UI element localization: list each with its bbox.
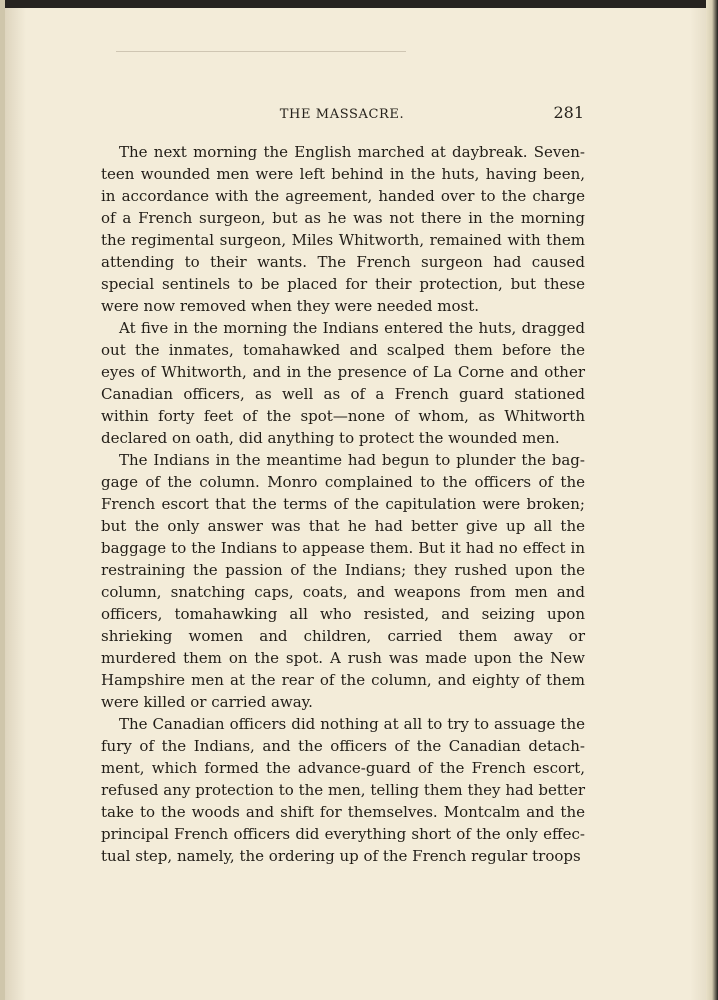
page-number: 281 (553, 103, 584, 122)
running-head-title: THE MASSACRE. (279, 107, 405, 122)
paragraph: At five in the morning the Indians entered the huts, dragged out the inmates, tomahawked and scalped them before the eyes of Whitworth, and in the presence of La Corne and other Canadian officers, as well as of a French guard stationed within forty feet of the spot—none of whom, as Whitworth declared on oath, did anything to protect the wounded men. (101, 319, 585, 447)
body-text (101, 141, 585, 867)
paragraph: The next morning the English marched at daybreak. Seventeen wounded men were left behind in the huts, having been, in accordance with the agreement, handed over to the charge of a French surgeon, but as he was not there in the morning the regimental surgeon, Miles Whitworth, remained with them attending to their wants. The French surgeon had caused special sentinels to be placed for their protection, but these were now removed when they were needed most. (101, 143, 585, 315)
paragraph: The Canadian officers did nothing at all to try to assuage the fury of the Indians, and the officers of the Canadian detachment, which formed the advance-guard of the French escort, refused any protection to the men, telling them they had better take to the woods and shift for themselves. Montcalm and the principal French officers did everything short of the only effectual step, namely, the ordering up of the French regular troops (101, 715, 585, 865)
faint-rule (116, 51, 406, 52)
page-right-edge (706, 0, 718, 1000)
scan-top-border (0, 0, 718, 8)
page-left-edge (0, 0, 5, 1000)
running-head (100, 103, 584, 127)
paragraph: The Indians in the meantime had begun to plunder the baggage of the column. Monro complained to the officers of the French escort that the terms of the capitulation were broken; but the only answer was that he had better give up all the baggage to the Indians to appease them. But it had no effect in restraining the passion of the Indians; they rushed upon the column, snatching caps, coats, and weapons from men and officers, tomahawking all who resisted, and seizing upon shrieking women and children, carried them away or murdered them on the spot. A rush was made upon the New Hampshire men at the rear of the column, and eighty of them were killed or carried away. (101, 451, 585, 711)
